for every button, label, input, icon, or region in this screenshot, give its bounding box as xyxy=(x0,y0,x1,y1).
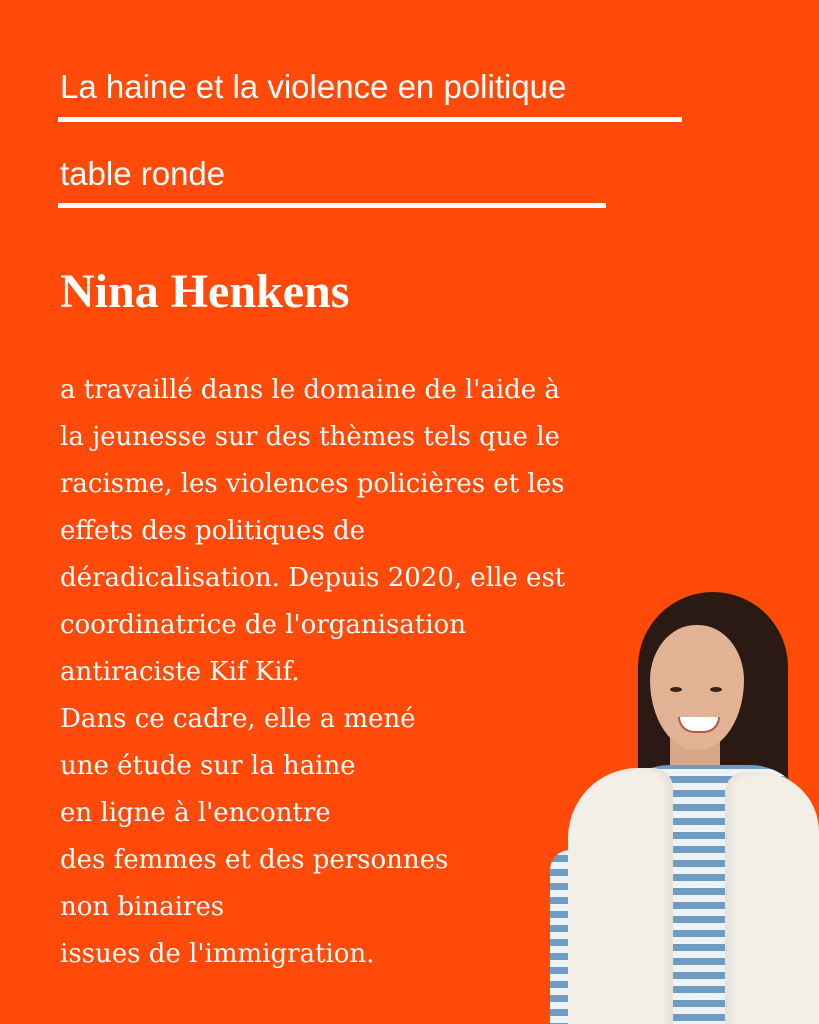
bio-line: la jeunesse sur des thèmes tels que le xyxy=(60,422,560,452)
portrait-vest-right xyxy=(725,772,819,1024)
bio-line: une étude sur la haine xyxy=(60,751,356,781)
bio-line: non binaires xyxy=(60,892,225,922)
portrait-vest-left xyxy=(568,768,673,1024)
portrait-smile xyxy=(678,717,720,733)
speaker-portrait xyxy=(550,590,819,1024)
speaker-name: Nina Henkens xyxy=(60,265,350,318)
bio-line: effets des politiques de xyxy=(60,516,366,546)
bio-line: racisme, les violences policières et les xyxy=(60,469,565,499)
bio-line: en ligne à l'encontre xyxy=(60,798,331,828)
bio-line: a travaillé dans le domaine de l'aide à xyxy=(60,375,560,405)
portrait-eye xyxy=(670,687,682,692)
bio-line: des femmes et des personnes xyxy=(60,845,449,875)
subtitle-divider xyxy=(58,203,606,208)
bio-line: antiraciste Kif Kif. xyxy=(60,657,300,687)
title-divider xyxy=(58,117,682,122)
speaker-bio xyxy=(60,367,565,978)
bio-line: déradicalisation. Depuis 2020, elle est xyxy=(60,563,566,593)
bio-line: coordinatrice de l'organisation xyxy=(60,610,466,640)
bio-line: issues de l'immigration. xyxy=(60,939,375,969)
portrait-eye xyxy=(710,687,722,692)
event-title: La haine et la violence en politique xyxy=(60,68,567,105)
event-subtitle: table ronde xyxy=(60,155,226,192)
bio-line: Dans ce cadre, elle a mené xyxy=(60,704,416,734)
